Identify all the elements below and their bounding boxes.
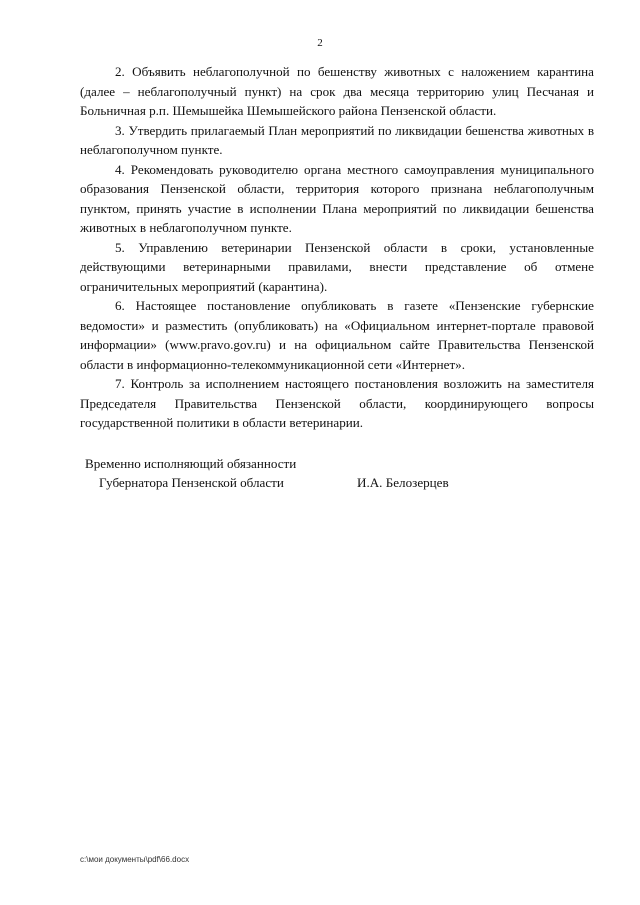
document-body xyxy=(80,62,594,433)
paragraph-item-6: 6. Настоящее постановление опубликовать в газете «Пензенские губернские ведомости» и разместить (опубликовать) на «Официальном интернет-портале правовой информации» (www.pravo.gov.ru) и на официальном сайте Правительства Пензенской области в информационно-телекоммуникационной сети «Интернет». xyxy=(80,298,594,372)
paragraph-item-4: 4. Рекомендовать руководителю органа местного самоуправления муниципального образования Пензенской области, территория которого признана неблагополучным пунктом, принять участие в исполнении Плана мероприятий по ликвидации бешенства животных в неблагополучном пункте. xyxy=(80,161,594,235)
signatory-position-line xyxy=(85,473,545,492)
signature-block xyxy=(85,454,545,492)
signatory-position: Губернатора Пензенской области xyxy=(99,475,284,490)
paragraph-item-3: 3. Утвердить прилагаемый План мероприятий по ликвидации бешенства животных в неблагополучном пункте. xyxy=(80,122,594,157)
paragraph-item-2: 2. Объявить неблагополучной по бешенству животных с наложением карантина (далее – неблагополучный пункт) на срок два месяца территорию улиц Песчаная и Больничная р.п. Шемышейка Шемышейского района Пензенской области. xyxy=(80,64,594,118)
signatory-name: И.А. Белозерцев xyxy=(357,475,449,490)
paragraph-item-5: 5. Управлению ветеринарии Пензенской области в сроки, установленные действующими ветеринарными правилами, внести представление об отмене ограничительных мероприятий (карантина). xyxy=(80,239,594,294)
paragraph-item-7: 7. Контроль за исполнением настоящего постановления возложить на заместителя Председателя Правительства Пензенской области, координирующего вопросы государственной политики в области ветеринарии. xyxy=(80,376,594,430)
signatory-title: Временно исполняющий обязанности xyxy=(85,456,297,471)
footer-file-path: c:\мои документы\pdf\66.docx xyxy=(80,855,190,864)
page-number: 2 xyxy=(317,37,323,49)
